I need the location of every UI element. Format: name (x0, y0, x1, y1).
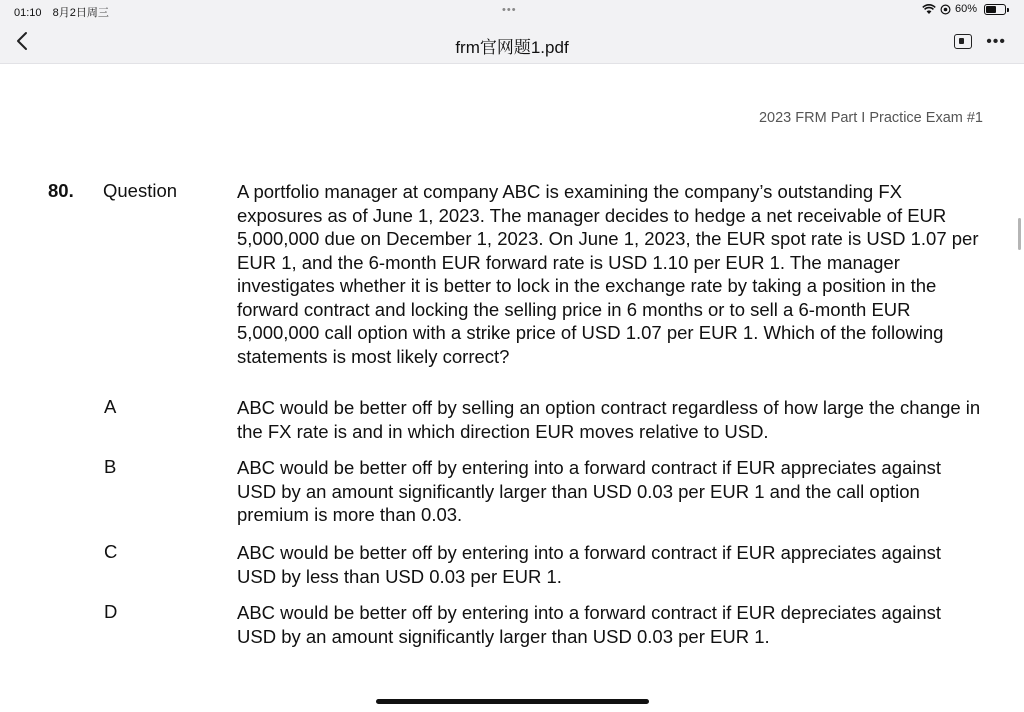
option-d-text: ABC would be better off by entering into a forward contract if EUR depreciates against USD by an amount significantly larger than USD 0.03 per EUR 1. (237, 602, 942, 647)
question-number: 80. (48, 180, 74, 201)
status-date: 8月2日周三 (52, 7, 109, 19)
question-text: A portfolio manager at company ABC is examining the company’s outstanding FX exposures as of June 1, 2023. The manager decides to hedge a net receivable of EUR 5,000,000 due on December 1, 2023. On June 1, 2023, the EUR spot rate is USD 1.07 per EUR 1, and the 6-month EUR forward rate is USD 1.10 per EUR 1. The manager investigates whether it is better to lock in the exchange rate by taking a position in the forward contract and locking the selling price in 6 months or to sell a 6-month EUR 5,000,000 call option with a strike price of USD 1.07 per EUR 1. Which of the following statements is most likely correct? (237, 181, 979, 367)
home-indicator[interactable] (376, 699, 649, 704)
battery-fill (986, 6, 996, 13)
wifi-icon (922, 4, 936, 15)
more-button[interactable]: ••• (986, 32, 1006, 50)
status-time: 01:10 (14, 7, 42, 19)
scroll-indicator[interactable] (1018, 218, 1021, 250)
toolbar-actions (954, 34, 1006, 49)
question-label: Question (103, 180, 178, 201)
option-a-letter: A (104, 396, 117, 417)
option-d-letter: D (104, 601, 118, 622)
sidebar-toggle-button[interactable] (954, 34, 972, 49)
option-c-letter: C (104, 541, 118, 562)
battery-percent: 60% (954, 3, 977, 15)
option-a-text: ABC would be better off by selling an option contract regardless of how large the change in the FX rate is and in which direction EUR moves relative to USD. (237, 397, 981, 442)
option-c-text: ABC would be better off by entering into a forward contract if EUR appreciates against USD by less than USD 0.03 per EUR 1. (237, 542, 942, 587)
exam-header: 2023 FRM Part I Practice Exam #1 (758, 110, 983, 126)
location-icon (940, 4, 951, 15)
document-title: frm官网题1.pdf (455, 38, 569, 57)
status-time-area (14, 4, 109, 20)
top-bar (0, 0, 1024, 64)
battery-icon (984, 4, 1006, 15)
multitask-dots[interactable]: ••• (502, 4, 517, 16)
option-b-text: ABC would be better off by entering into a forward contract if EUR appreciates against USD by an amount significantly larger than USD 0.03 per EUR 1 and the call option premium is more than 0.03. (237, 457, 942, 525)
status-right (922, 3, 1006, 15)
option-b-letter: B (104, 456, 117, 477)
